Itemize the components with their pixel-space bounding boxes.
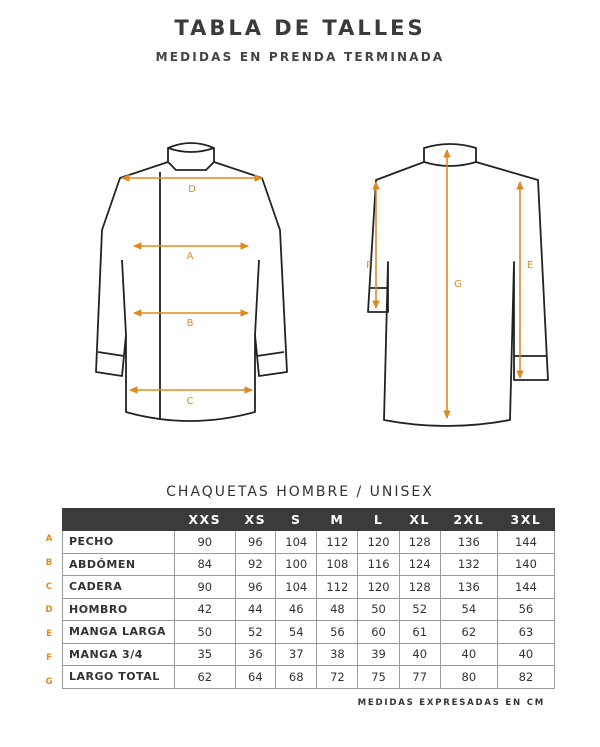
size-header-xs: XS (235, 509, 276, 531)
size-header-xl: XL (399, 509, 440, 531)
table-cell: 108 (317, 553, 358, 576)
size-header-2xl: 2XL (440, 509, 497, 531)
measure-label-d: D (188, 184, 196, 195)
table-row (63, 666, 555, 689)
table-cell: 96 (235, 576, 276, 599)
size-header-row (63, 509, 555, 531)
table-cell: 104 (276, 576, 317, 599)
table-cell: 112 (317, 531, 358, 554)
table-cell: 100 (276, 553, 317, 576)
table-cell: 35 (175, 643, 236, 666)
table-section-title: CHAQUETAS HOMBRE / UNISEX (166, 484, 434, 500)
table-cell: 90 (175, 531, 236, 554)
row-key-letter: E (46, 629, 52, 640)
table-cell: 75 (358, 666, 399, 689)
measure-name: HOMBRO (63, 598, 175, 621)
table-cell: 36 (235, 643, 276, 666)
table-cell: 144 (497, 531, 554, 554)
table-cell: 50 (358, 598, 399, 621)
table-cell: 96 (235, 531, 276, 554)
table-cell: 136 (440, 531, 497, 554)
table-cell: 72 (317, 666, 358, 689)
table-cell: 136 (440, 576, 497, 599)
size-header-xxs: XXS (175, 509, 236, 531)
table-cell: 80 (440, 666, 497, 689)
row-key-letter: B (45, 557, 53, 568)
table-cell: 112 (317, 576, 358, 599)
table-cell: 104 (276, 531, 317, 554)
table-cell: 68 (276, 666, 317, 689)
table-cell: 42 (175, 598, 236, 621)
table-row (63, 553, 555, 576)
table-cell: 61 (399, 621, 440, 644)
table-cell: 63 (497, 621, 554, 644)
table-cell: 132 (440, 553, 497, 576)
page-subtitle: MEDIDAS EN PRENDA TERMINADA (155, 50, 445, 64)
header-corner (63, 509, 175, 531)
table-cell: 92 (235, 553, 276, 576)
measure-name: LARGO TOTAL (63, 666, 175, 689)
table-row (63, 576, 555, 599)
row-key-letter: G (45, 676, 53, 687)
table-cell: 84 (175, 553, 236, 576)
measure-name: ABDÓMEN (63, 553, 175, 576)
table-row (63, 621, 555, 644)
table-cell: 64 (235, 666, 276, 689)
table-cell: 62 (175, 666, 236, 689)
table-cell: 56 (317, 621, 358, 644)
table-cell: 62 (440, 621, 497, 644)
row-key-letters (42, 529, 56, 696)
table-cell: 40 (399, 643, 440, 666)
table-cell: 39 (358, 643, 399, 666)
units-footnote: MEDIDAS EXPRESADAS EN CM (357, 698, 545, 708)
row-key-letter: C (45, 581, 53, 592)
table-cell: 116 (358, 553, 399, 576)
table-cell: 48 (317, 598, 358, 621)
measure-label-g: G (454, 279, 462, 290)
measure-label-c: C (186, 396, 194, 407)
measure-label-f: F (366, 260, 372, 271)
table-cell: 50 (175, 621, 236, 644)
table-cell: 52 (235, 621, 276, 644)
table-cell: 46 (276, 598, 317, 621)
size-header-l: L (358, 509, 399, 531)
measure-name: MANGA 3/4 (63, 643, 175, 666)
table-cell: 56 (497, 598, 554, 621)
table-cell: 40 (440, 643, 497, 666)
table-cell: 60 (358, 621, 399, 644)
table-cell: 38 (317, 643, 358, 666)
table-cell: 52 (399, 598, 440, 621)
table-row (63, 643, 555, 666)
table-cell: 124 (399, 553, 440, 576)
table-cell: 37 (276, 643, 317, 666)
table-cell: 128 (399, 576, 440, 599)
page-title: TABLA DE TALLES (174, 16, 426, 40)
table-cell: 90 (175, 576, 236, 599)
table-cell: 44 (235, 598, 276, 621)
row-key-letter: D (45, 605, 53, 616)
measure-name: CADERA (63, 576, 175, 599)
table-cell: 120 (358, 576, 399, 599)
size-header-s: S (276, 509, 317, 531)
measure-label-a: A (186, 251, 194, 262)
table-cell: 120 (358, 531, 399, 554)
table-row (63, 598, 555, 621)
size-table (62, 508, 555, 689)
table-cell: 54 (276, 621, 317, 644)
table-cell: 77 (399, 666, 440, 689)
row-key-letter: A (45, 534, 53, 544)
table-cell: 140 (497, 553, 554, 576)
row-key-letter: F (46, 652, 52, 663)
measure-name: MANGA LARGA (63, 621, 175, 644)
table-cell: 128 (399, 531, 440, 554)
table-cell: 54 (440, 598, 497, 621)
size-header-m: M (317, 509, 358, 531)
size-header-3xl: 3XL (497, 509, 554, 531)
table-cell: 40 (497, 643, 554, 666)
table-row (63, 531, 555, 554)
measure-name: PECHO (63, 531, 175, 554)
table-cell: 82 (497, 666, 554, 689)
table-cell: 144 (497, 576, 554, 599)
measure-label-b: B (186, 318, 194, 329)
measure-label-e: E (526, 260, 534, 271)
